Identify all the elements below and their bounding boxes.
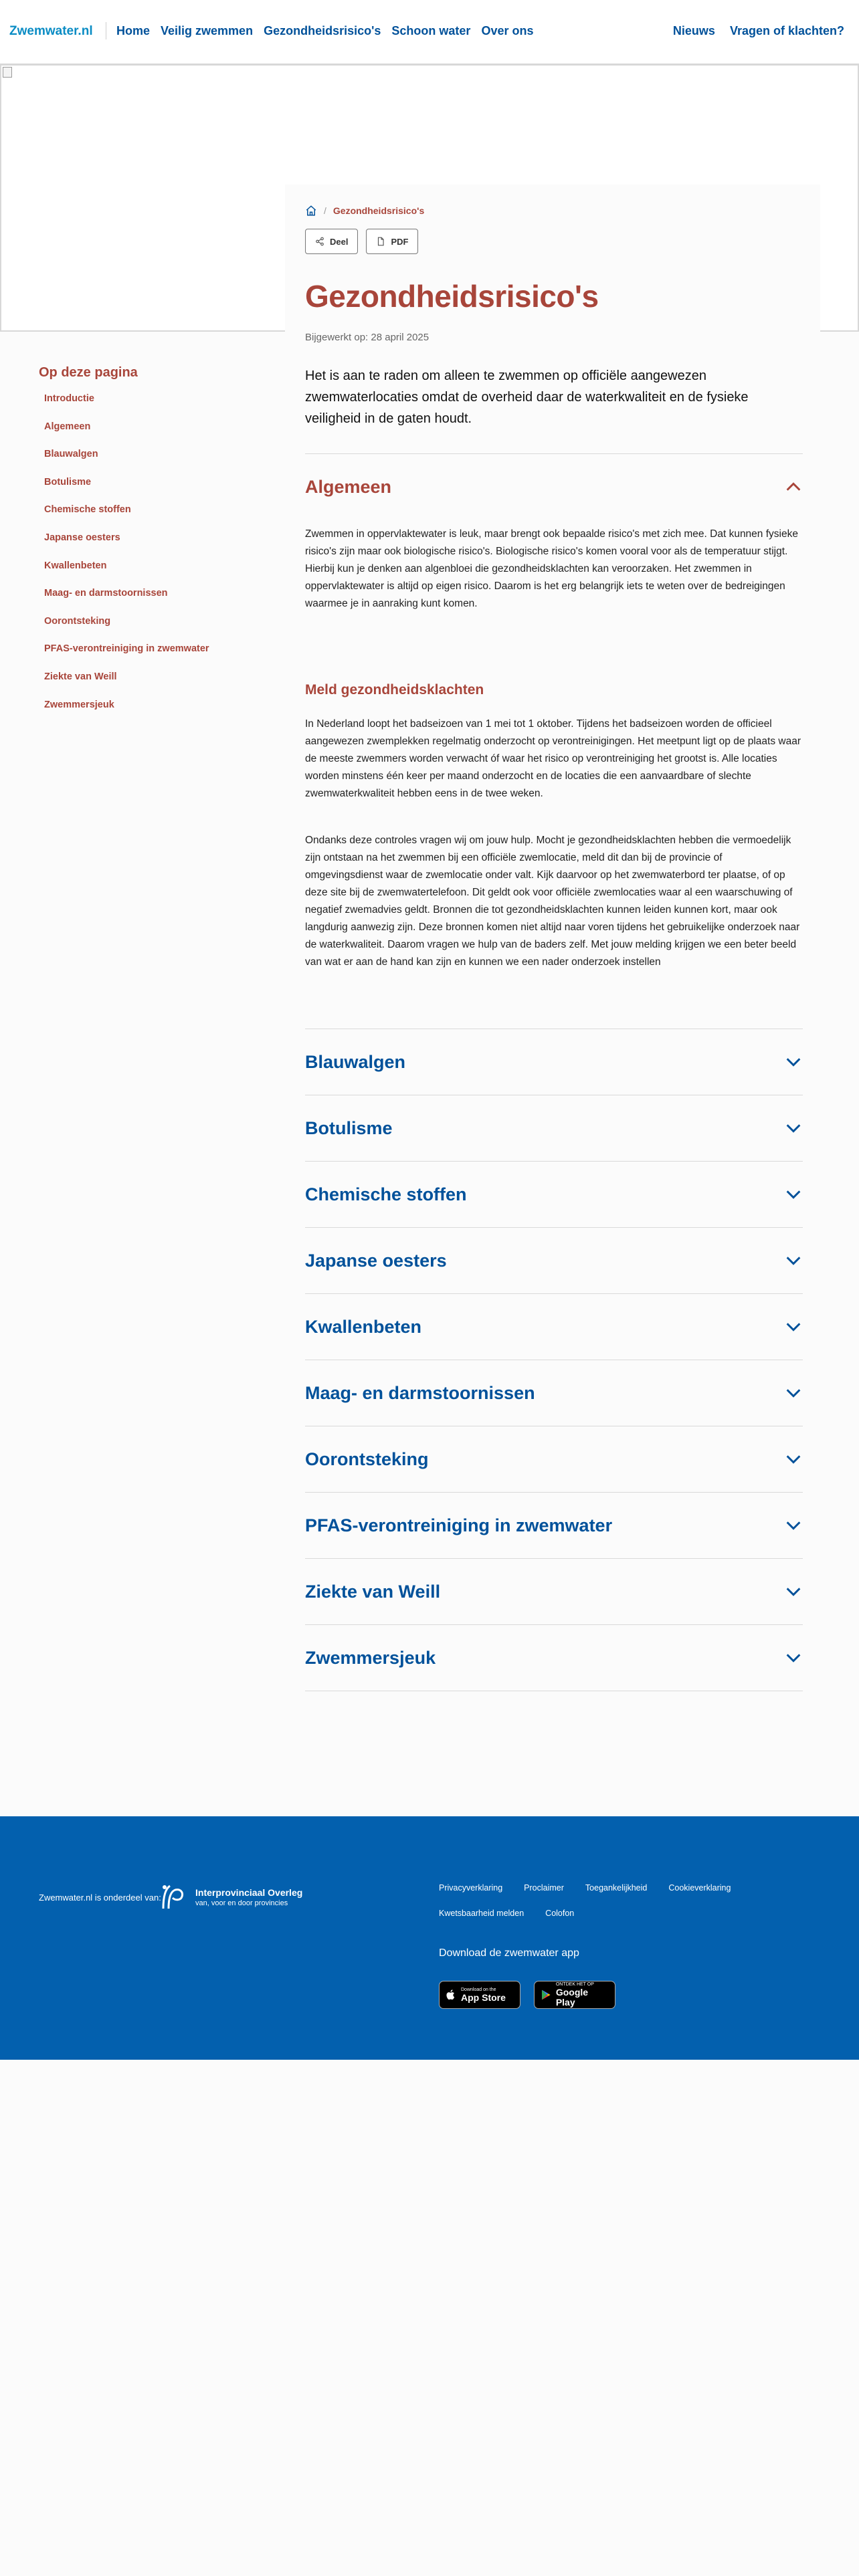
nav-nieuws[interactable]: Nieuws: [672, 24, 715, 37]
nav-home[interactable]: Home: [116, 24, 151, 37]
accordion-title: Oorontsteking: [305, 1448, 429, 1469]
chevron-down-icon: [784, 1582, 803, 1601]
ipo-name: Interprovinciaal Overleg: [195, 1887, 303, 1898]
footer-link-kwetsbaarheid-melden[interactable]: Kwetsbaarheid melden: [439, 1909, 524, 1918]
accordion-japanse-oesters[interactable]: [305, 1228, 803, 1293]
toc-item-ziekte-van-weill[interactable]: Ziekte van Weill: [44, 671, 117, 682]
accordion-maag-en-darmstoornissen[interactable]: [305, 1360, 803, 1426]
intro-lead: Het is aan te raden om alleen te zwemmen op officiële aangewezen zwemwaterlocaties omdat de overheid daar de waterkwaliteit en de fysieke veiligheid in de gaten houdt.: [305, 368, 749, 426]
footer-link-proclaimer[interactable]: Proclaimer: [524, 1883, 564, 1893]
accordion-title: Japanse oesters: [305, 1250, 447, 1271]
paragraph-badseizoen: In Nederland loopt het badseizoen van 1 mei tot 1 oktober. Tijdens het badseizoen worden de officieel aangewezen zwemplekken regelmatig onderzocht op verontreinigingen. Het meetpunt ligt op de plaats waar de meeste zwemmers worden verwacht óf waar het risico op verontreiniging het grootst is. Alle locaties worden minstens één keer per maand onderzocht en de locaties die een aanvaardbare of slechte zwemwaterkwaliteit hebben eens in de twee weken.: [305, 718, 801, 799]
accordion-pfas[interactable]: [305, 1493, 803, 1558]
chevron-up-icon: [784, 477, 803, 496]
accordion-title: Chemische stoffen: [305, 1184, 467, 1204]
accordion-blauwalgen[interactable]: [305, 1029, 803, 1095]
footer-links: [439, 1883, 814, 1918]
nav-gezondheidsrisicos[interactable]: Gezondheidsrisico's: [264, 24, 381, 37]
page-title: Gezondheidsrisico's: [305, 279, 599, 314]
sidebar-title: Op deze pagina: [39, 365, 138, 380]
google-play-badge[interactable]: [534, 1981, 615, 2009]
footer-link-privacyverklaring[interactable]: Privacyverklaring: [439, 1883, 503, 1893]
ipo-logo[interactable]: [159, 1882, 186, 1911]
home-icon[interactable]: [305, 205, 317, 217]
share-icon: [315, 237, 324, 246]
site-footer: [0, 1816, 859, 2060]
share-button[interactable]: [305, 229, 358, 254]
breadcrumb-separator: /: [324, 205, 326, 216]
accordion-oorontsteking[interactable]: [305, 1426, 803, 1492]
chevron-down-icon: [784, 1185, 803, 1204]
section-subtitle: Meld gezondheidsklachten: [305, 682, 484, 697]
site-logo[interactable]: Zwemwater.nl: [9, 24, 93, 38]
toc-item-maag-en-darmstoornissen[interactable]: Maag- en darmstoornissen: [44, 588, 168, 599]
accordion-title: Algemeen: [305, 476, 392, 497]
updated-date: Bijgewerkt op: 28 april 2025: [305, 332, 430, 343]
play-small-text: ONTDEK HET OP: [555, 1982, 594, 1987]
accordion-zwemmersjeuk[interactable]: [305, 1625, 803, 1691]
chevron-down-icon: [784, 1053, 803, 1071]
toc-item-pfas[interactable]: PFAS-verontreiniging in zwemwater: [44, 643, 209, 655]
share-label: Deel: [330, 236, 349, 247]
toc-item-blauwalgen[interactable]: Blauwalgen: [44, 449, 98, 460]
accordion-title: Blauwalgen: [305, 1051, 406, 1072]
ipo-tagline: van, voor en door provincies: [195, 1899, 288, 1907]
google-play-icon: [540, 1989, 552, 2001]
accordion-title: Kwallenbeten: [305, 1316, 422, 1337]
toc-item-introductie[interactable]: Introductie: [44, 393, 94, 404]
appstore-small-text: Download on the: [461, 1987, 496, 1992]
toc-item-chemische-stoffen[interactable]: Chemische stoffen: [44, 504, 131, 516]
toc-item-botulisme[interactable]: Botulisme: [44, 476, 92, 488]
accordion-title: Zwemmersjeuk: [305, 1647, 436, 1668]
nav-vragen-of-klachten[interactable]: Vragen of klachten?: [729, 24, 844, 37]
nav-schoon-water[interactable]: Schoon water: [391, 24, 471, 37]
page-actions: [305, 229, 418, 254]
main-nav: [116, 24, 533, 38]
chevron-down-icon: [784, 1119, 803, 1138]
toc-item-zwemmersjeuk[interactable]: Zwemmersjeuk: [44, 699, 114, 710]
toc-item-oorontsteking[interactable]: Oorontsteking: [44, 615, 111, 627]
nav-over-ons[interactable]: Over ons: [481, 24, 534, 37]
chevron-down-icon: [784, 1251, 803, 1270]
footer-link-colofon[interactable]: Colofon: [545, 1909, 575, 1918]
footer-part-of: Zwemwater.nl is onderdeel van:: [39, 1893, 161, 1903]
broken-image-icon: [3, 67, 12, 78]
site-header: [0, 0, 859, 64]
accordion-ziekte-van-weill[interactable]: [305, 1559, 803, 1624]
toc-item-japanse-oesters[interactable]: Japanse oesters: [44, 532, 120, 543]
toc-item-kwallenbeten[interactable]: Kwallenbeten: [44, 560, 107, 571]
pdf-button[interactable]: [366, 229, 418, 254]
app-store-badge[interactable]: [439, 1981, 520, 2009]
app-download-title: Download de zwemwater app: [439, 1947, 579, 1959]
footer-link-toegankelijkheid[interactable]: Toegankelijkheid: [585, 1883, 648, 1893]
accordion-title: Maag- en darmstoornissen: [305, 1382, 535, 1403]
chevron-down-icon: [784, 1317, 803, 1336]
accordion-title: Botulisme: [305, 1117, 393, 1138]
appstore-text: App Store: [461, 1992, 506, 2003]
breadcrumb-current[interactable]: Gezondheidsrisico's: [332, 205, 425, 216]
apple-icon: [445, 1989, 457, 2001]
sidebar-toc: [44, 393, 209, 727]
nav-veilig-zwemmen[interactable]: Veilig zwemmen: [161, 24, 254, 37]
chevron-down-icon: [784, 1450, 803, 1469]
secondary-nav: [673, 24, 844, 38]
accordion-chemische-stoffen[interactable]: [305, 1162, 803, 1227]
footer-link-cookieverklaring[interactable]: Cookieverklaring: [668, 1883, 731, 1893]
toc-item-algemeen[interactable]: Algemeen: [44, 421, 91, 432]
accordion-botulisme[interactable]: [305, 1095, 803, 1161]
breadcrumb: [305, 205, 424, 217]
accordion-kwallenbeten[interactable]: [305, 1294, 803, 1360]
play-text: Google Play: [555, 1987, 589, 2008]
accordion-algemeen-text: Zwemmen in oppervlaktewater is leuk, maar brengt ook bepaalde risico's met zich mee. Dat kunnen fysieke risico's zijn maar ook biologische risico's. Biologische risico's komen vooral voor als de temperatuur stijgt. Hierbij kun je denken aan algenbloei die gezondheidsklachten kan veroorzaken. Het zwemmen in oppervlaktewater is altijd op eigen risico. Daarom is het erg belangrijk iets te weten over de bedreigingen waarmee je in aanraking kunt komen.: [305, 528, 798, 609]
accordion-title: Ziekte van Weill: [305, 1581, 441, 1602]
chevron-down-icon: [784, 1384, 803, 1402]
pdf-label: PDF: [391, 236, 409, 247]
accordion-algemeen-header[interactable]: [305, 454, 803, 520]
pdf-icon: [376, 237, 385, 246]
accordion-title: PFAS-verontreiniging in zwemwater: [305, 1515, 613, 1535]
chevron-down-icon: [784, 1648, 803, 1667]
content-card: [285, 185, 820, 1709]
chevron-down-icon: [784, 1516, 803, 1535]
paragraph-meld-klachten: Ondanks deze controles vragen wij om jouw hulp. Mocht je gezondheidsklachten hebben die vermoedelijk zijn ontstaan na het zwemmen bij een officiële zwemlocatie, meld dit dan bij de provincie of omgevingsdienst waar de zwemlocatie onder valt. Kijk daarvoor op het zwemwaterbord ter plaatse, of op deze site bij de zwemwatertelefoon. Dit geldt ook voor officiële zwemlocaties waar al een waarschuwing of negatief zwemadvies geldt. Bronnen die tot gezondheidsklachten kunnen leiden kunnen kort, maar ook langdurig aanwezig zijn. Deze bronnen komen niet altijd naar voren tijdens het gebruikelijke onderzoek naar de waterkwaliteit. Daarom vragen we hulp van de baders zelf. Met jouw melding krijgen we een beter beeld van wat er aan de hand kan zijn en kunnen we een nader onderzoek instellen: [305, 835, 800, 968]
